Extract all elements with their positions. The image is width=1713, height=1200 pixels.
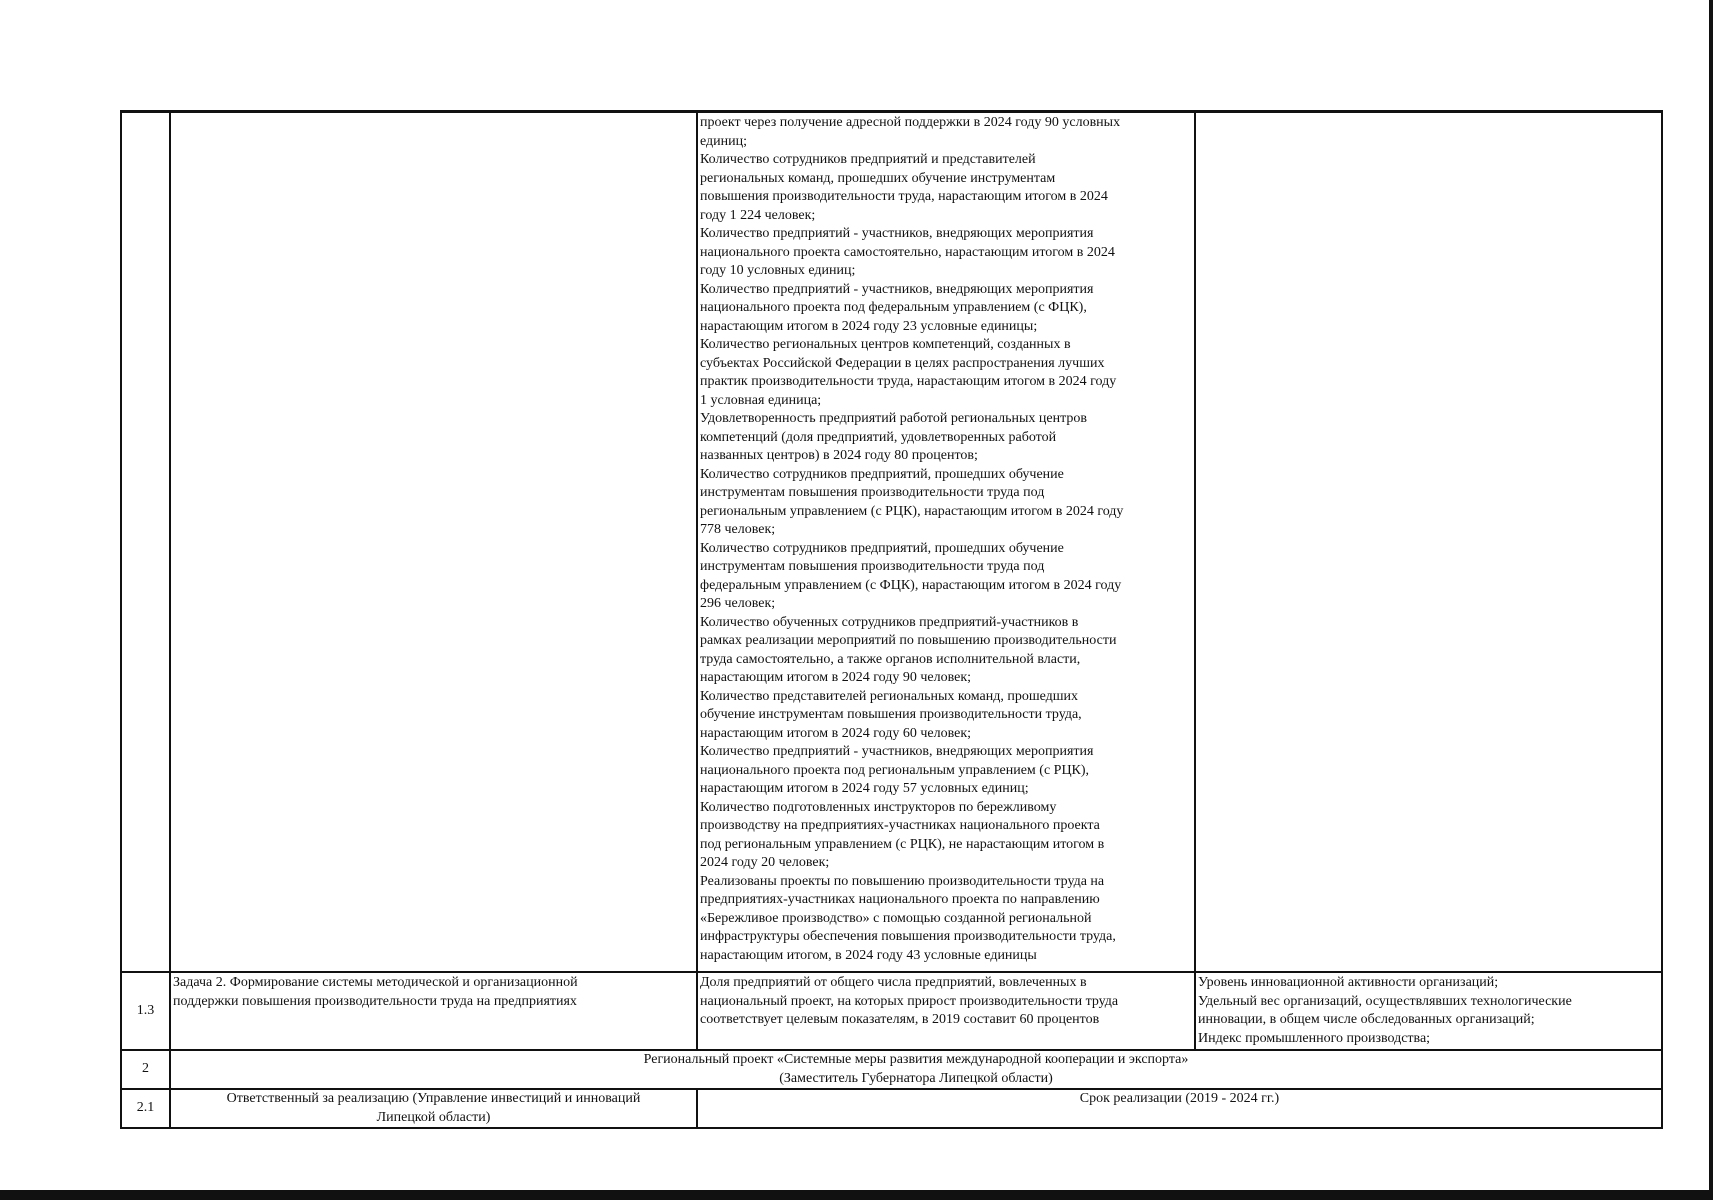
indicator-line: 296 человек; <box>700 596 776 611</box>
related-line: Уровень инновационной активности организаций; <box>1198 975 1499 990</box>
indicator-line: Доля предприятий от общего числа предприятий, вовлеченных в <box>700 975 1087 990</box>
indicator-line: инструментам повышения производительности труда под <box>700 559 1045 574</box>
indicator-line: названных центров) в 2024 году 80 процентов; <box>700 448 978 463</box>
indicator-line: инфраструктуры обеспечения повышения производительности труда, <box>700 929 1116 944</box>
related-line: Индекс промышленного производства; <box>1198 1030 1431 1046</box>
indicators-list <box>700 114 1192 971</box>
responsible-cell <box>170 1089 697 1128</box>
indicator-line: нарастающим итогом в 2024 году 90 человек; <box>700 670 972 685</box>
row-number: 1.3 <box>121 972 170 1050</box>
indicator-line: федеральным управлением (с ФЦК), нарастающим итогом в 2024 году <box>700 577 1122 593</box>
indicator-line: Количество обученных сотрудников предприятий-участников в <box>700 614 1079 630</box>
indicator-line: производству на предприятиях-участниках национального проекта <box>700 818 1100 833</box>
indicator-line: соответствует целевым показателям, в 2019 составит 60 процентов <box>700 1012 1100 1027</box>
responsible-line: Липецкой области) <box>376 1109 491 1125</box>
indicator-line: Количество предприятий - участников, внедряющих мероприятия <box>700 744 1094 759</box>
scan-edge-right <box>1709 0 1713 1190</box>
regional-project-title <box>170 1050 1662 1089</box>
related-line: инновации, в общем числе обследованных организаций; <box>1198 1012 1535 1027</box>
indicator-line: нарастающим итогом в 2024 году 23 условные единицы; <box>700 318 1038 334</box>
indicator-line: нарастающим итогом в 2024 году 60 человек; <box>700 725 972 741</box>
indicator-line: практик производительности труда, нарастающим итогом в 2024 году <box>700 374 1117 389</box>
indicator-line: Количество сотрудников предприятий, прошедших обучение <box>700 466 1064 482</box>
indicator-line: региональных команд, прошедших обучение инструментам <box>700 170 1056 186</box>
indicator-line: труда самостоятельно, а также органов исполнительной власти, <box>700 651 1081 667</box>
indicator-line: субъектах Российской Федерации в целях распространения лучших <box>700 355 1105 371</box>
indicator-line: национального проекта под федеральным управлением (с ФЦК), <box>700 300 1087 315</box>
indicator-line: нарастающим итогом, в 2024 году 43 условные единицы <box>700 947 1037 963</box>
indicator-line: Количество представителей региональных команд, прошедших <box>700 688 1079 704</box>
indicator-line: 778 человек; <box>700 522 776 537</box>
indicator-line: году 10 условных единиц; <box>700 263 856 278</box>
indicator-line: Удовлетворенность предприятий работой региональных центров <box>700 411 1087 426</box>
cell-number-empty <box>121 112 170 973</box>
table-row-2 <box>121 1050 1662 1089</box>
related-indicators-cell <box>1195 972 1662 1050</box>
indicator-line: единиц; <box>700 133 748 149</box>
cell-indicators-continued <box>697 112 1195 973</box>
row-number: 2 <box>121 1050 170 1089</box>
cell-task-empty <box>170 112 697 973</box>
task-cell <box>170 972 697 1050</box>
indicator-line: национального проекта самостоятельно, нарастающим итогом в 2024 <box>700 244 1115 260</box>
scan-edge-bottom <box>0 1190 1713 1200</box>
indicator-line: национального проекта под региональным управлением (с РЦК), <box>700 762 1090 778</box>
indicator-line: Количество подготовленных инструкторов по бережливому <box>700 799 1057 815</box>
indicator-line: 1 условная единица; <box>700 392 822 408</box>
indicator-line: рамках реализации мероприятий по повышению производительности <box>700 633 1117 648</box>
regional-project-name: Региональный проект «Системные меры развития международной кооперации и экспорта» <box>643 1052 1189 1067</box>
implementation-term-cell <box>697 1089 1662 1128</box>
indicator-line: обучение инструментам повышения производительности труда, <box>700 707 1082 722</box>
indicator-line: региональным управлением (с РЦК), нарастающим итогом в 2024 году <box>700 503 1124 519</box>
table-row-1-3 <box>121 972 1662 1050</box>
responsible-line: Ответственный за реализацию (Управление инвестиций и инноваций <box>226 1091 641 1106</box>
program-table <box>120 110 1663 1129</box>
row-number: 2.1 <box>121 1089 170 1128</box>
table-row-2-1 <box>121 1089 1662 1128</box>
indicator-line: нарастающим итогом в 2024 году 57 условных единиц; <box>700 781 1029 796</box>
task-line: Задача 2. Формирование системы методической и организационной <box>173 975 578 990</box>
indicator-line: Количество предприятий - участников, внедряющих мероприятия <box>700 226 1094 241</box>
indicator-line: национальный проект, на которых прирост производительности труда <box>700 993 1119 1009</box>
indicator-line: Количество региональных центров компетенций, созданных в <box>700 337 1071 352</box>
task-line: поддержки повышения производительности труда на предприятиях <box>173 993 577 1009</box>
indicator-line: инструментам повышения производительности труда под <box>700 485 1045 500</box>
related-line: Удельный вес организаций, осуществлявших технологические <box>1198 993 1572 1009</box>
indicator-line: Количество сотрудников предприятий и представителей <box>700 152 1036 167</box>
indicator-line: проект через получение адресной поддержки в 2024 году 90 условных <box>700 115 1121 130</box>
regional-project-curator: (Заместитель Губернатора Липецкой области) <box>779 1070 1053 1086</box>
cell-related-empty <box>1195 112 1662 973</box>
indicator-line: компетенций (доля предприятий, удовлетворенных работой <box>700 429 1057 445</box>
indicator-cell <box>697 972 1195 1050</box>
indicator-line: 2024 году 20 человек; <box>700 855 830 870</box>
indicator-line: году 1 224 человек; <box>700 207 816 223</box>
indicator-line: предприятиях-участниках национального проекта по направлению <box>700 892 1100 907</box>
indicator-line: «Бережливое производство» с помощью созданной региональной <box>700 910 1092 926</box>
indicator-line: повышения производительности труда, нарастающим итогом в 2024 <box>700 189 1108 204</box>
indicator-line: под региональным управлением (с РЦК), не нарастающим итогом в <box>700 836 1105 852</box>
indicator-line: Количество сотрудников предприятий, прошедших обучение <box>700 540 1064 556</box>
indicator-line: Реализованы проекты по повышению производительности труда на <box>700 873 1105 889</box>
implementation-term: Срок реализации (2019 - 2024 гг.) <box>1079 1091 1280 1106</box>
indicator-line: Количество предприятий - участников, внедряющих мероприятия <box>700 281 1094 297</box>
table-row-continuation <box>121 112 1662 973</box>
